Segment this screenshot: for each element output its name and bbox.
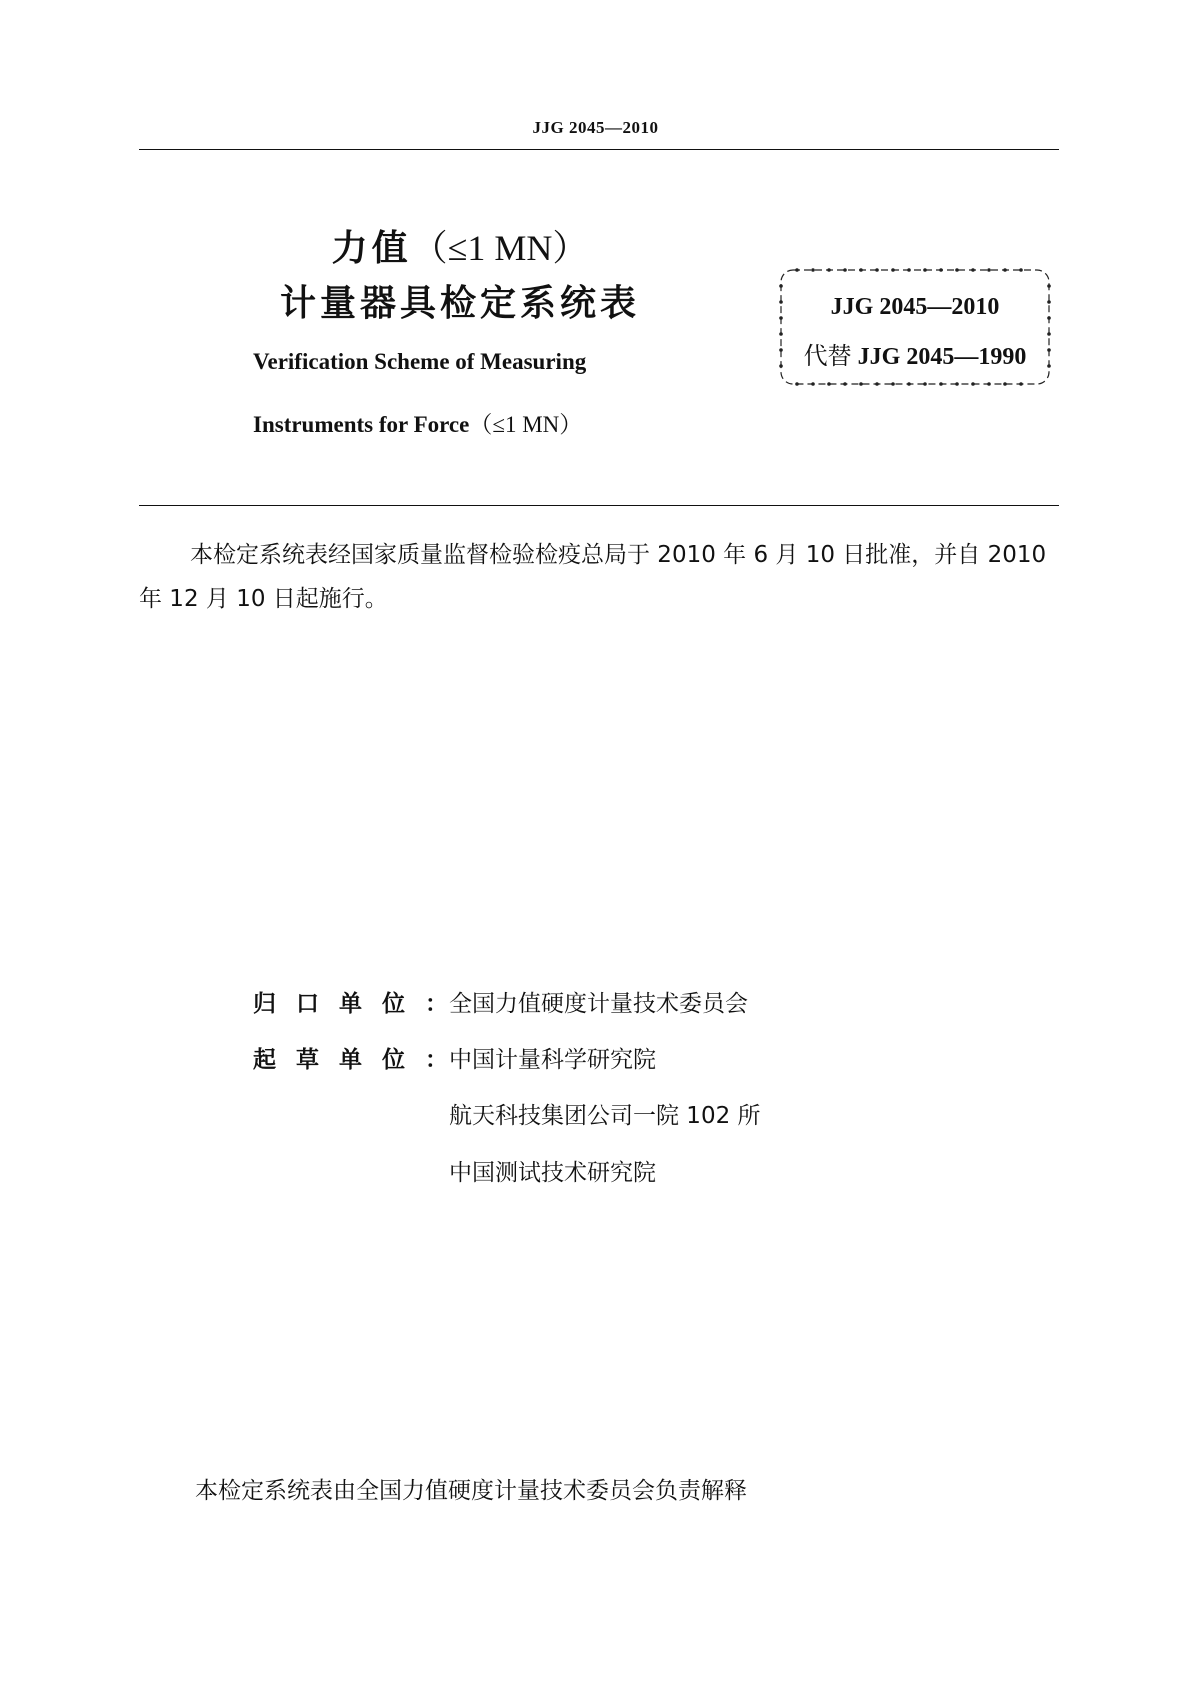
approval-paragraph: 本检定系统表经国家质量监督检验检疫总局于 2010 年 6 月 10 日批准，并自 2010 年 12 月 10 日起施行。: [139, 542, 1047, 612]
drafting-unit-value: 中国测试技术研究院: [449, 1160, 656, 1186]
title-cn-line1: [240, 220, 680, 271]
title-cn-line2: 计量器具检定系统表: [279, 283, 640, 324]
title-en-line1: Verification Scheme of Measuring: [253, 349, 587, 374]
title-rule: [139, 505, 1059, 506]
replaces-code: JJG 2045—1990: [857, 344, 1027, 370]
page-header-code: JJG 2045—2010: [532, 118, 659, 137]
responsible-unit-row: [253, 985, 748, 1018]
code-replaces: [777, 336, 1053, 371]
code-current: JJG 2045—2010: [830, 294, 1000, 320]
title-en-range: （≤1 MN）: [469, 412, 583, 437]
header-rule: [139, 149, 1059, 150]
responsible-unit-label: 归口单位：: [253, 991, 468, 1017]
drafting-unit-value: 中国计量科学研究院: [449, 1047, 656, 1073]
code-box: [777, 266, 1053, 388]
responsible-unit-value: 全国力值硬度计量技术委员会: [449, 991, 748, 1017]
replaces-prefix: 代替: [803, 342, 852, 370]
drafting-unit-label: 起草单位：: [253, 1047, 468, 1073]
interpretation-note: 本检定系统表由全国力值硬度计量技术委员会负责解释: [195, 1478, 747, 1504]
drafting-unit-value: 航天科技集团公司一院 102 所: [449, 1103, 761, 1129]
title-en-main: Instruments for Force: [253, 412, 470, 437]
drafting-unit-row: [253, 1041, 656, 1074]
title-cn-range: （≤1 MN）: [411, 228, 589, 268]
title-cn-main: 力值: [331, 228, 412, 269]
title-en-line2: [253, 406, 582, 439]
